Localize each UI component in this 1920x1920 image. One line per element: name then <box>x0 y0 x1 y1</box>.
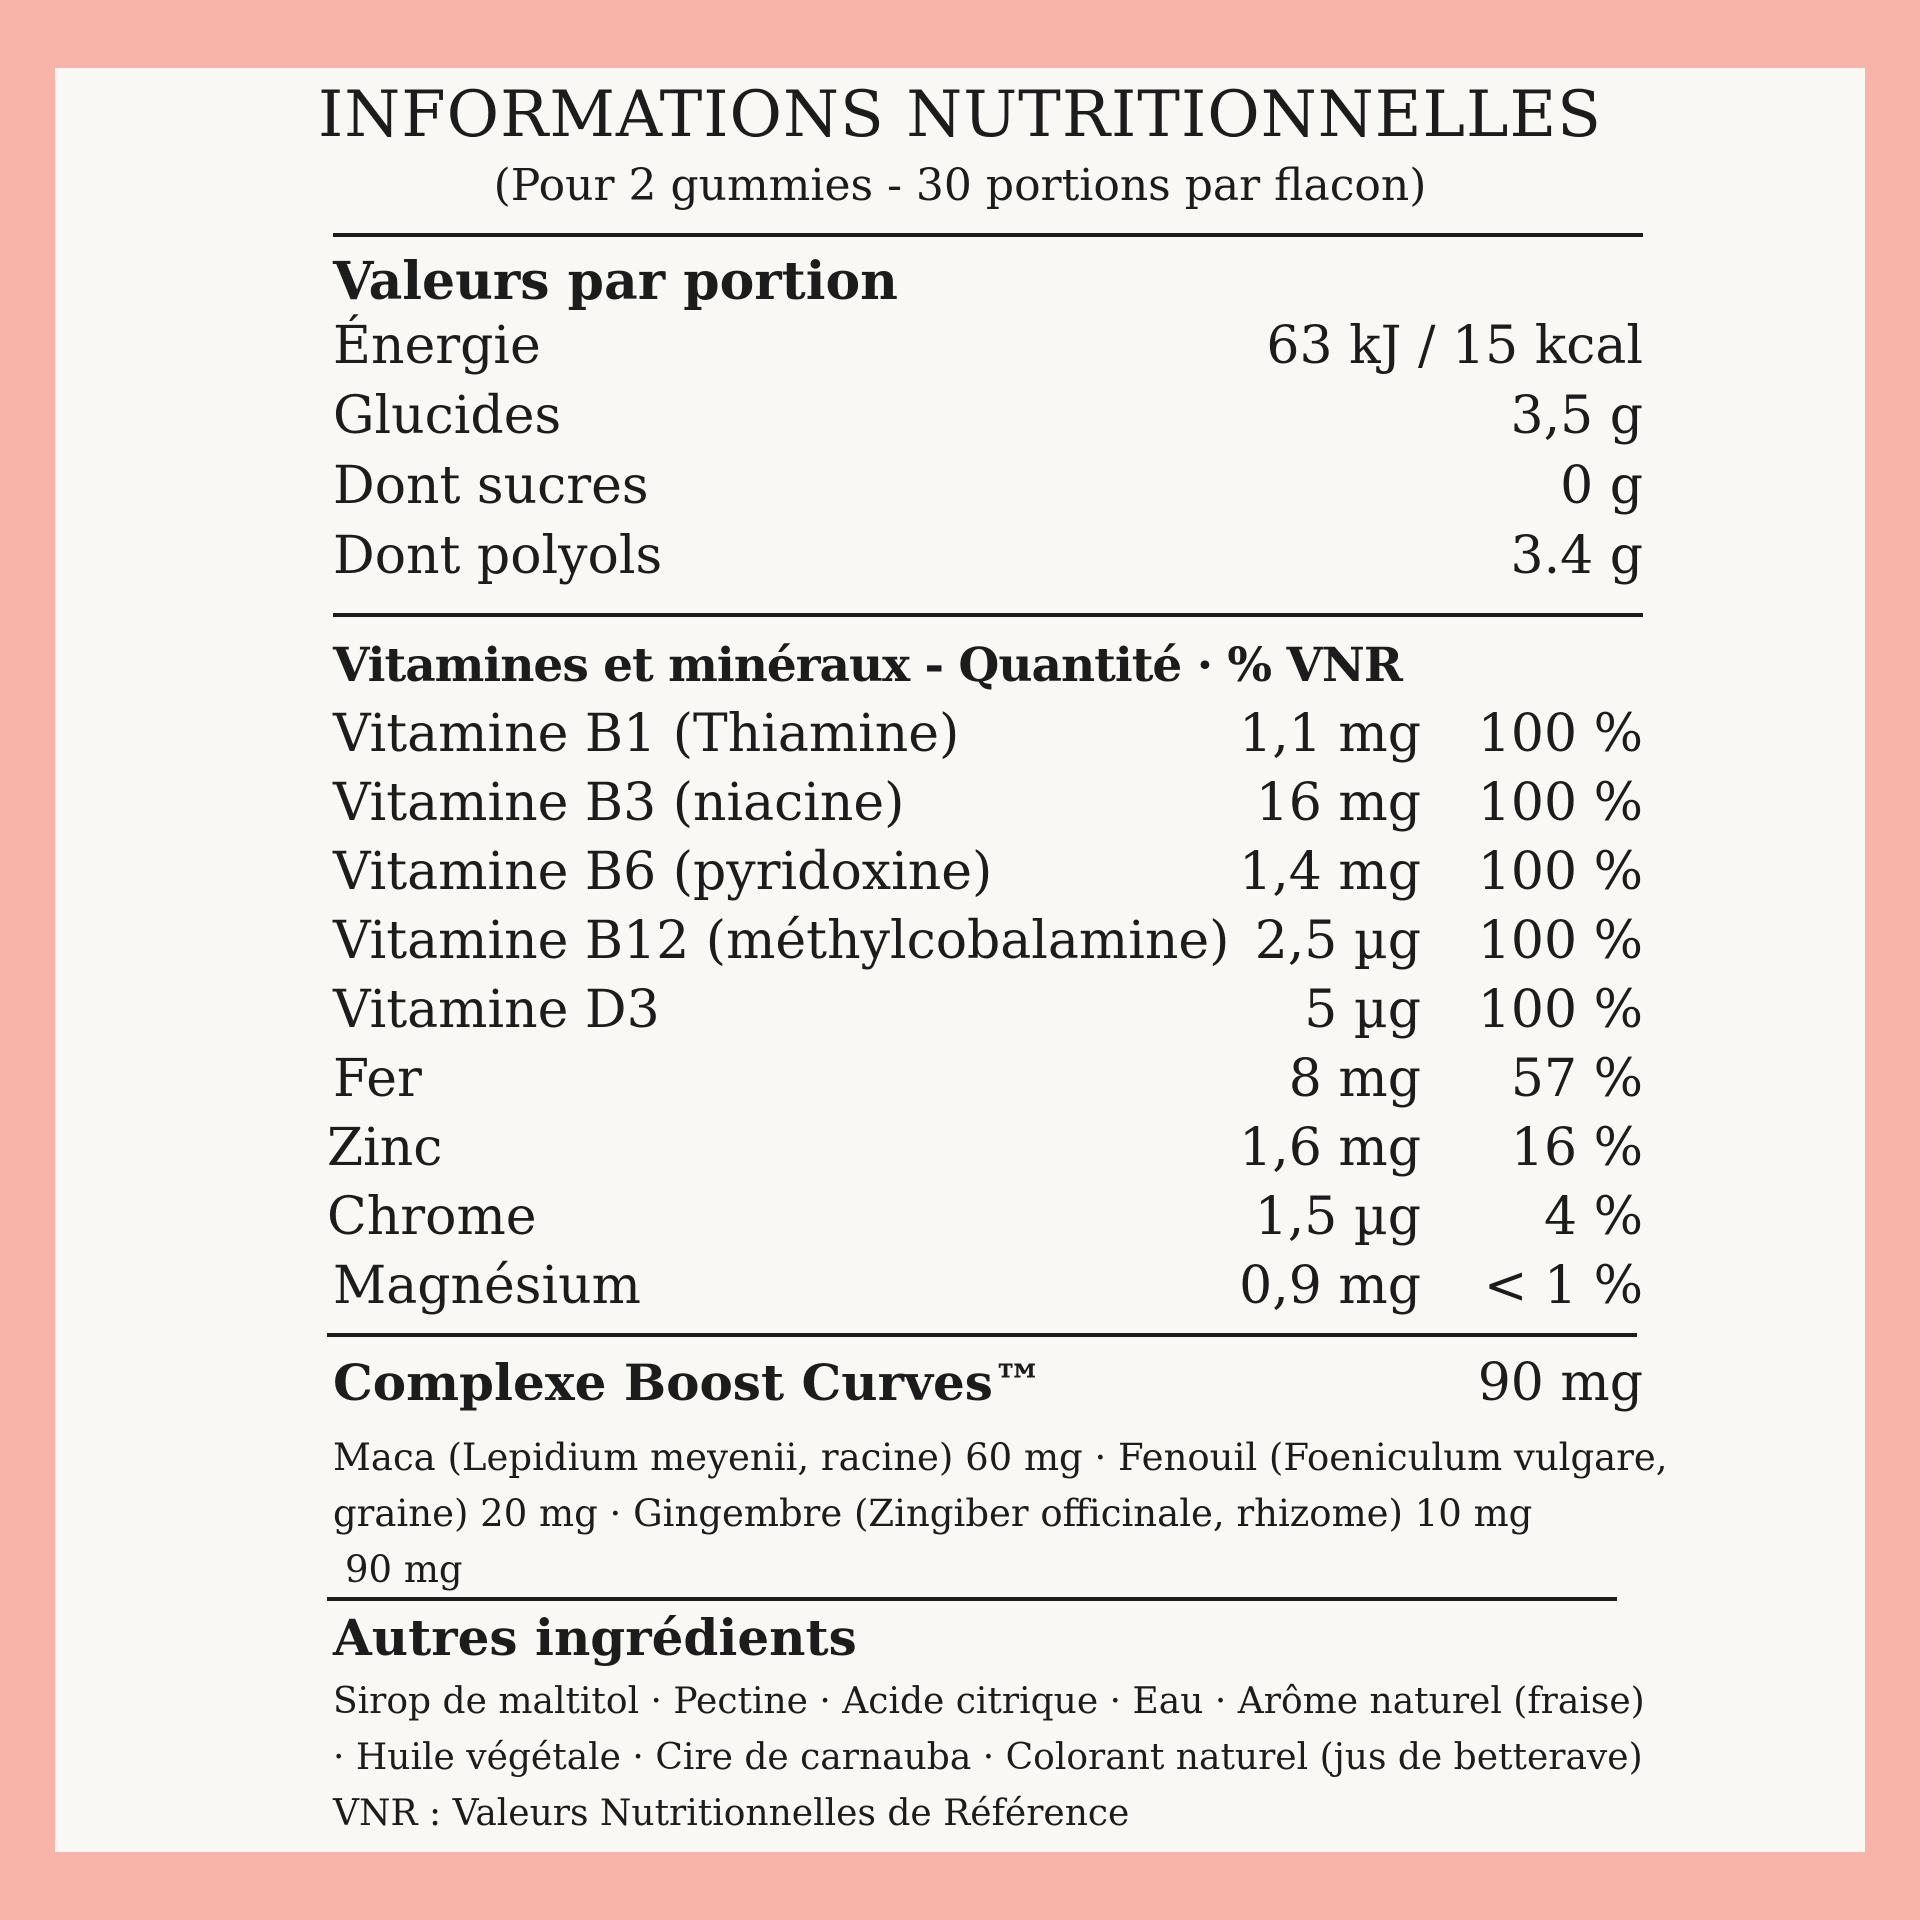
vitamin-row-vnr: 100 % <box>1477 980 1643 1040</box>
vitamin-row-qty: 1,4 mg <box>1239 842 1421 902</box>
complex-detail-line: 90 mg <box>345 1548 463 1591</box>
divider-vitamins <box>327 1333 1637 1337</box>
portion-row-value: 63 kJ / 15 kcal <box>1266 316 1643 376</box>
vitamin-row-qty: 16 mg <box>1255 773 1421 833</box>
vitamin-row-qty: 2,5 µg <box>1254 911 1421 971</box>
vitamin-row-qty: 1,1 mg <box>1239 704 1421 764</box>
portion-row-label: Énergie <box>333 316 541 376</box>
vitamin-row-label: Vitamine B3 (niacine) <box>333 773 905 833</box>
vitamin-row-vnr: 4 % <box>1543 1187 1643 1247</box>
vitamin-row-qty: 8 mg <box>1288 1049 1421 1109</box>
ingredients-line: Sirop de maltitol · Pectine · Acide citrique · Eau · Arôme naturel (fraise) <box>333 1681 1645 1722</box>
complex-value: 90 mg <box>1477 1353 1643 1413</box>
portion-row-value: 3,5 g <box>1510 386 1643 446</box>
label-subtitle: (Pour 2 gummies - 30 portions par flacon) <box>493 160 1427 211</box>
complex-detail-line: graine) 20 mg · Gingembre (Zingiber officinale, rhizome) 10 mg <box>333 1492 1533 1535</box>
complex-label: Complexe Boost Curves™ <box>333 1353 1043 1412</box>
vitamins-heading: Vitamines et minéraux - Quantité · % VNR <box>333 638 1402 693</box>
label-title: INFORMATIONS NUTRITIONNELLES <box>317 78 1603 152</box>
portion-row-label: Dont polyols <box>333 526 663 586</box>
vnr-footnote: VNR : Valeurs Nutritionnelles de Référence <box>333 1793 1130 1834</box>
vitamin-row-vnr: 16 % <box>1510 1118 1643 1178</box>
vitamin-row-qty: 0,9 mg <box>1239 1256 1421 1316</box>
vitamin-row-label: Magnésium <box>333 1256 641 1316</box>
portion-row-label: Dont sucres <box>333 456 649 516</box>
portion-row-label: Glucides <box>333 386 562 446</box>
vitamin-row-vnr: 57 % <box>1510 1049 1643 1109</box>
vitamin-row-label: Fer <box>333 1049 422 1109</box>
vitamin-row-vnr: 100 % <box>1477 773 1643 833</box>
vitamin-row-label: Vitamine B6 (pyridoxine) <box>333 842 993 902</box>
complex-detail-line: Maca (Lepidium meyenii, racine) 60 mg · Fenouil (Foeniculum vulgare, <box>333 1436 1668 1479</box>
portion-row-value: 3.4 g <box>1510 526 1643 586</box>
vitamin-row-label: Vitamine D3 <box>333 980 660 1040</box>
portion-row-value: 0 g <box>1560 456 1643 516</box>
vitamin-row-qty: 1,6 mg <box>1239 1118 1421 1178</box>
nutrition-label-card <box>55 68 1865 1852</box>
vitamin-row-vnr: 100 % <box>1477 842 1643 902</box>
vitamin-row-label: Zinc <box>327 1118 443 1178</box>
vitamin-row-label: Vitamine B1 (Thiamine) <box>333 704 960 764</box>
vitamin-row-vnr: < 1 % <box>1483 1256 1643 1316</box>
vitamin-row-qty: 1,5 µg <box>1254 1187 1421 1247</box>
vitamin-row-label: Chrome <box>327 1187 537 1247</box>
ingredients-heading: Autres ingrédients <box>333 1608 857 1667</box>
vitamin-row-label: Vitamine B12 (méthylcobalamine) <box>333 911 1230 971</box>
divider-complex <box>327 1597 1617 1601</box>
vitamin-row-vnr: 100 % <box>1477 704 1643 764</box>
vitamin-row-vnr: 100 % <box>1477 911 1643 971</box>
vitamin-row-qty: 5 µg <box>1304 980 1421 1040</box>
divider-top <box>333 233 1643 237</box>
divider-portion <box>333 613 1643 617</box>
ingredients-line: · Huile végétale · Cire de carnauba · Colorant naturel (jus de betterave) <box>333 1737 1643 1778</box>
portion-heading: Valeurs par portion <box>333 251 898 312</box>
